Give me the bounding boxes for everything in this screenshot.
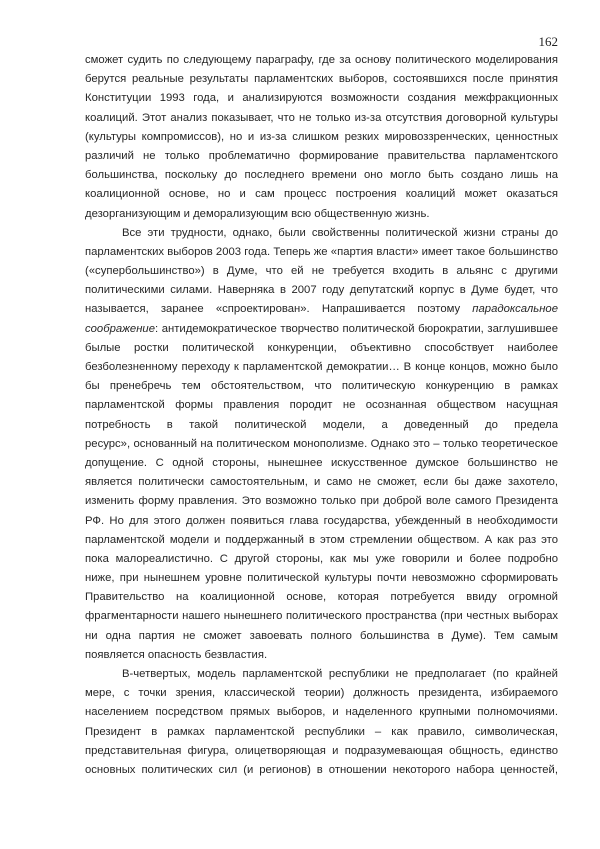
text-span: : антидемократическое творчество политической бюрократии, заглушившее <box>154 322 558 335</box>
paragraph <box>85 51 558 224</box>
text-line: допущение. С одной стороны, нынешнее искусственное думское большинство не <box>85 456 558 469</box>
text-line: берутся реальные результаты парламентских выборов, состоявшихся после принятия <box>85 73 558 86</box>
text-line: ниже, при нынешнем уровне политической культуры почти невозможно сформировать <box>85 572 558 585</box>
text-line: дезорганизующим и деморализующим всю общественную жизнь. <box>85 207 430 220</box>
text-line: различий не только проблематично формирование правительства парламентского <box>85 149 558 162</box>
text-line: ресурс», основанный на политическом монополизме. Однако это – только теоретическое <box>85 437 558 450</box>
page-number: 162 <box>538 34 558 49</box>
text-line: парламентской формы правления породит не осознанная обществом насущная <box>85 399 558 412</box>
text-line: политическими силами. Наверняка в 2007 году депутатский корпус в Думе будет, что <box>85 284 558 297</box>
text-line: (культуры компромиссов), но и из-за слишком резких мировоззренческих, ценностных <box>85 130 558 143</box>
text-line: большинства, поскольку до последнего времени оно могло быть создано лишь на <box>85 169 558 182</box>
text-line: фрагментарности нашего нынешнего политического пространства (при честных выборах <box>85 610 558 623</box>
paragraph <box>85 665 558 780</box>
text-line: мере, с точки зрения, классической теории) должность президента, избираемого <box>85 687 558 700</box>
text-line <box>85 320 558 339</box>
text-line: В-четвертых, модель парламентской республики не предполагает (по крайней <box>122 668 558 680</box>
text-span: называется, заранее «спроектирован». Напрашивается поэтому <box>85 303 473 316</box>
text-line: Правительство на коалиционной основе, которая потребуется ввиду огромной <box>85 591 558 604</box>
italic-text: парадоксальное <box>472 303 558 316</box>
text-line <box>85 300 558 319</box>
text-line: пока малореалистично. С другой стороны, как мы уже говорили и более подробно <box>85 552 558 565</box>
text-line: появляется опасность безвластия. <box>85 648 268 661</box>
text-line: является политически самостоятельным, и само не сможет, если бы даже захотело, <box>85 476 558 489</box>
italic-text: соображение <box>85 322 155 335</box>
text-line: парламентской модели и поддержанный в этом стремлении обществом. А как раз это <box>85 533 558 546</box>
text-line: бы пренебречь тем обстоятельством, что политическую конкуренцию в рамках <box>85 380 558 393</box>
text-line: Президент в рамках парламентской республики – как правило, символическая, <box>85 725 558 738</box>
text-line: представительная фигура, олицетворяющая и подразумевающая общность, единство <box>85 744 558 757</box>
text-line: Все эти трудности, однако, были свойственны политической жизни страны до <box>122 226 558 239</box>
text-line: ни одна партия не сможет завоевать полного большинства в Думе). Тем самым <box>85 629 558 642</box>
text-line: («супербольшинство») в Думе, что ей не требуется входить в альянс с другими <box>85 265 558 278</box>
paragraph <box>85 224 558 665</box>
text-line: населением посредством прямых выборов, и наделенного крупными полномочиями. <box>85 706 558 719</box>
text-line: изменить форму правления. Это возможно только при доброй воле самого Президента <box>85 495 558 508</box>
text-line: коалиций. Этот анализ показывает, что не только из-за отсутствия договорной культуры <box>85 111 558 124</box>
text-line: безболезненному переходу к парламентской демократии… В конце концов, можно было <box>85 361 558 373</box>
text-line: РФ. Но для этого должен появиться глава государства, убежденный в необходимости <box>85 514 558 527</box>
text-line: парламентских выборов 2003 года. Теперь же «партия власти» имеет такое большинство <box>85 245 558 258</box>
text-line: потребность в такой политической модели, а доведенный до предела <box>85 418 558 431</box>
text-line: основных политических сил (и регионов) в отношении некоторого набора ценностей, <box>85 763 558 776</box>
body-text <box>85 51 558 780</box>
text-line: сможет судить по следующему параграфу, где за основу политического моделирования <box>85 54 558 66</box>
text-line: коалиционной основе, но и сам процесс построения коалиций может оказаться <box>85 188 558 201</box>
text-line: былые ростки политической конкуренции, объективно способствует наиболее <box>85 341 558 354</box>
text-line: Конституции 1993 года, и анализируются возможности создания межфракционных <box>85 92 558 105</box>
